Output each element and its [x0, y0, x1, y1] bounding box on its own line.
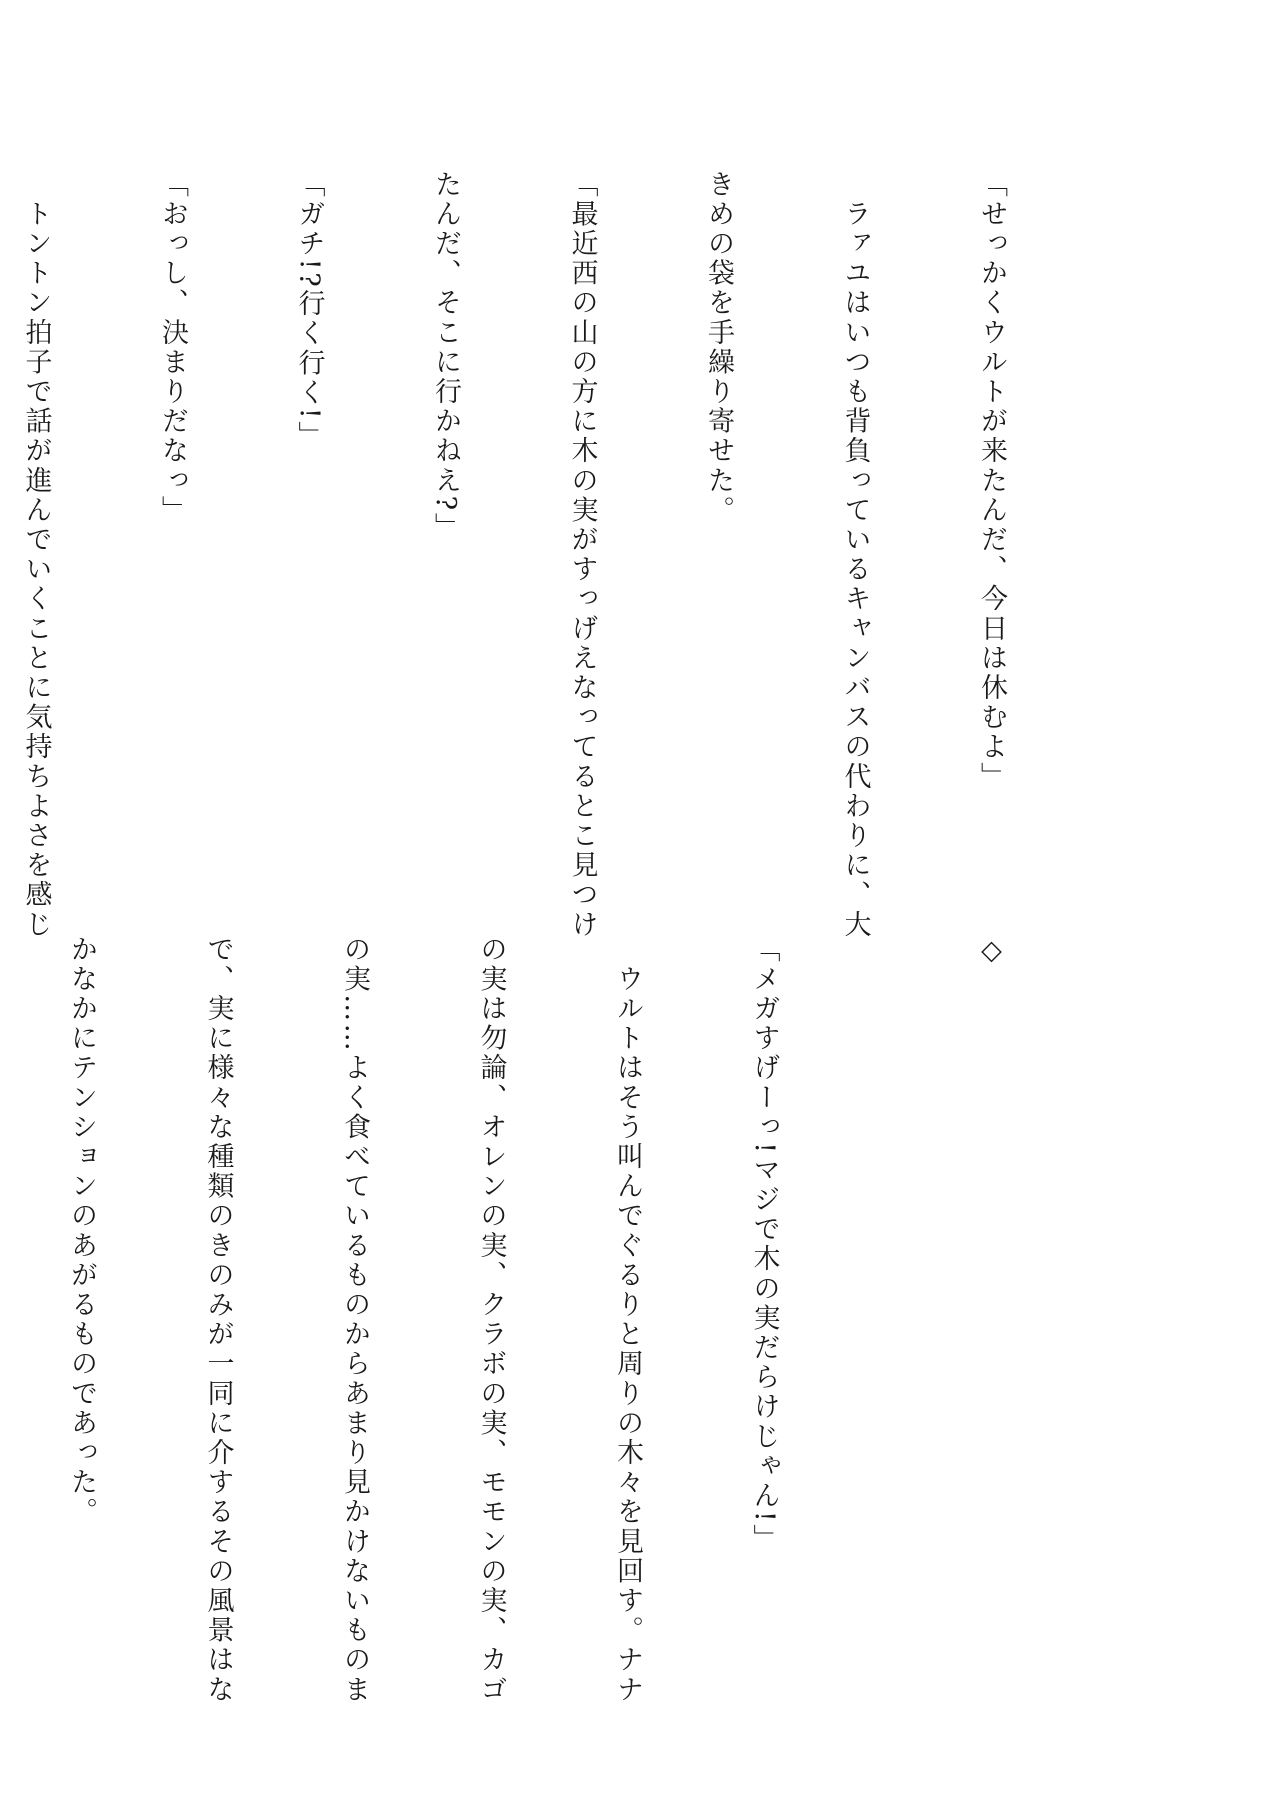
text-line: 「せっかくウルトが来たんだ、今日は休むよ」 — [976, 170, 1007, 792]
text-line: の実……よく食べているものからあまり見かけないものま — [339, 935, 370, 1705]
text-line: トントン拍子で話が進んでいくことに気持ちよさを感じ — [20, 170, 52, 940]
text-line: たんだ、そこに行かねえ?」 — [430, 170, 461, 543]
text-line: ラァユはいつも背負っているキャンバスの代わりに、大 — [839, 170, 871, 940]
text-line: 「メガすげーっ!マジで木の実だらけじゃん!」 — [748, 935, 780, 1554]
text-line: の実は勿論、オレンの実、クラボの実、モモンの実、カゴ — [475, 935, 507, 1705]
text-line: ウルトはそう叫んでぐるりと周りの木々を見回す。ナナ — [612, 935, 643, 1705]
text-line: きめの袋を手繰り寄せた。 — [703, 170, 734, 526]
text-line: かなかにテンションのあがるものであった。 — [66, 935, 97, 1527]
lower-text-block — [0, 935, 1105, 1705]
section-separator: ◇ — [976, 935, 1007, 969]
text-line: 「最近西の山の方に木の実がすっげえなってるとこ見つけ — [566, 170, 598, 940]
text-line: 「おっし、決まりだなっ」 — [157, 170, 188, 526]
text-line: 「ガチ!?行く行く!」 — [293, 170, 325, 451]
upper-text-block — [0, 170, 1105, 940]
text-line: で、実に様々な種類のきのみが一同に介するその風景はな — [202, 935, 234, 1705]
